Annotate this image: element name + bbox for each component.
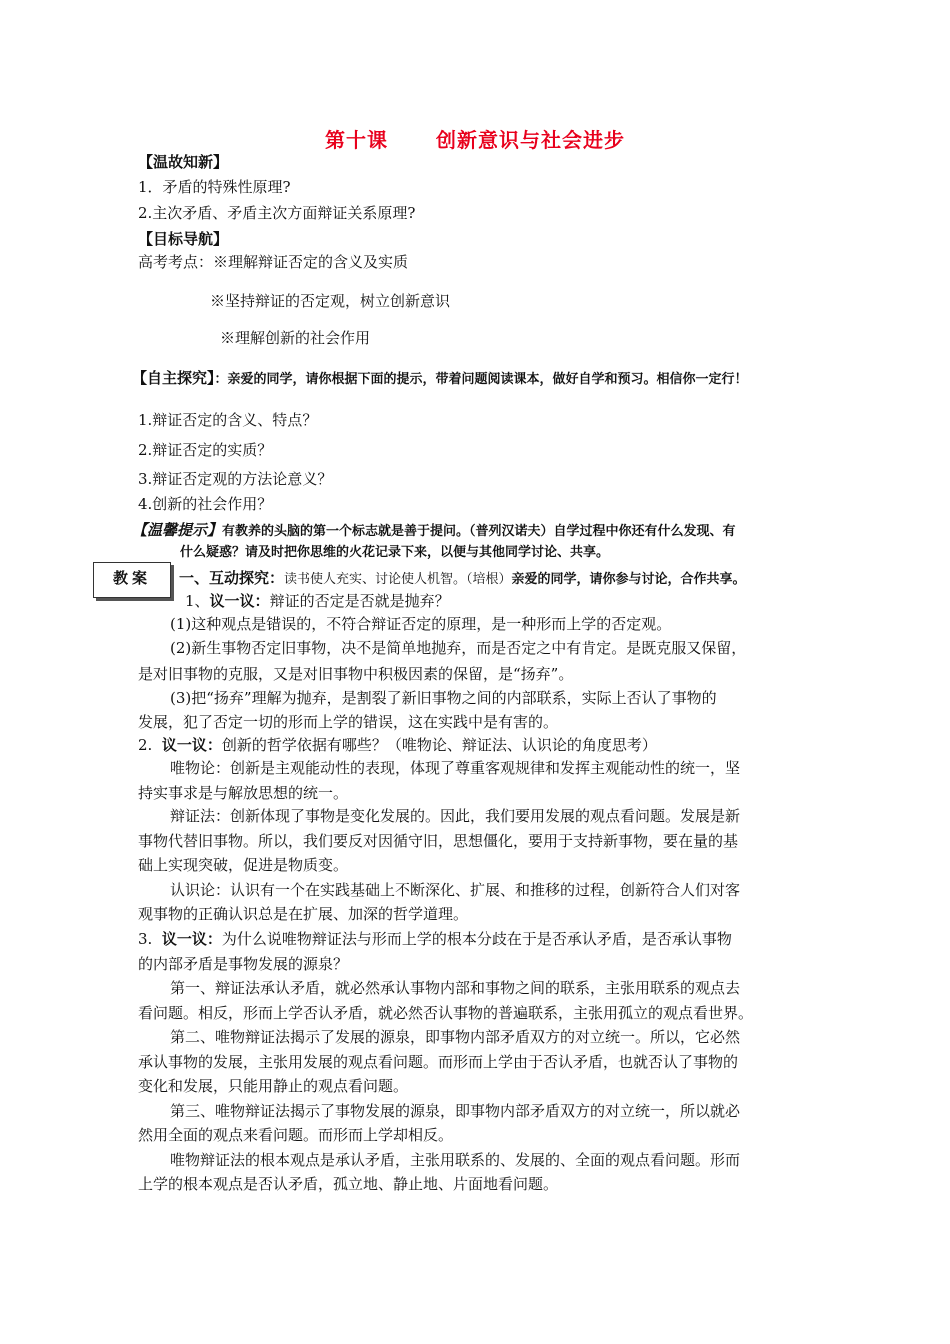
tip-text: 什么疑惑？请及时把你思维的火花记录下来，以便与其他同学讨论、共享。 [180,545,610,560]
self-study-heading: 【自主探究】 [132,369,215,387]
q3-label: 议一议： [161,930,222,948]
q1-line: (3)把“扬弃”理解为抛弃，是割裂了新旧事物之间的内部联系，实际上否认了事物的 [170,689,717,707]
q2-line: 础上实现突破，促进是物质变。 [138,856,349,874]
q1-text: 辩证的否定是否就是抛弃？ [269,592,450,610]
interactive-heading: 一、互动探究： [179,569,285,587]
self-study-line [132,368,748,390]
self-study-item: 4.创新的社会作用？ [138,495,273,513]
q3-prefix: 3. [138,930,153,948]
goal-line: 高考考点：※理解辩证否定的含义及实质 [138,253,409,271]
self-study-intro: ：亲爱的同学，请你根据下面的提示，带着问题阅读课本，做好自学和预习。相信你一定行！ [214,372,748,387]
self-study-item: 2.辩证否定的实质？ [138,441,273,459]
review-item: 2.主次矛盾、矛盾主次方面辩证关系原理? [138,204,416,222]
goal-line: ※坚持辩证的否定观，树立创新意识 [210,292,451,310]
review-item: 1．矛盾的特殊性原理? [138,178,291,196]
q1-line: 发展，犯了否定一切的形而上学的错误，这在实践中是有害的。 [138,713,559,731]
q3-line: 的内部矛盾是事物发展的源泉？ [138,955,349,973]
title-topic: 创新意识与社会进步 [436,128,625,152]
interactive-quote: 读书使人充实、讨论使人机智。（培根） [284,572,512,587]
title-lesson: 第十课 [325,128,388,152]
tip-text: 有教养的头脑的第一个标志就是善于提问。（普列汉诺夫）自学过程中你还有什么发现、有 [222,524,736,539]
q3-line: 承认事物的发展，主张用发展的观点看问题。而形而上学由于否认矛盾，也就否认了事物的 [138,1053,739,1071]
q2-line: 唯物论：创新是主观能动性的表现，体现了尊重客观规律和发挥主观能动性的统一，坚 [170,759,741,777]
q3-line: 第二、唯物辩证法揭示了发展的源泉，即事物内部矛盾双方的对立统一。所以，它必然 [170,1028,741,1046]
q2-line: 事物代替旧事物。所以，我们要反对因循守旧，思想僵化，要用于支持新事物，要在量的基 [138,832,739,850]
q3-line: 第三、唯物辩证法揭示了事物发展的源泉，即事物内部矛盾双方的对立统一，所以就必 [170,1102,741,1120]
goal-line: ※理解创新的社会作用 [220,329,371,347]
q1-prefix: 1、 [185,592,210,610]
question-1 [185,591,450,611]
q3-line: 上学的根本观点是否认矛盾，孤立地、静止地、片面地看问题。 [138,1175,559,1193]
self-study-item: 1.辩证否定的含义、特点？ [138,411,318,429]
q3-line: 唯物辩证法的根本观点是承认矛盾，主张用联系的、发展的、全面的观点看问题。形而 [170,1151,741,1169]
q3-line: 变化和发展，只能用静止的观点看问题。 [138,1077,409,1095]
tip-line [132,520,736,542]
q3-line: 第一、辩证法承认矛盾，就必然承认事物内部和事物之间的联系，主张用联系的观点去 [170,979,741,997]
page-title [0,124,950,153]
goals-heading: 【目标导航】 [138,230,229,248]
q2-label: 议一议： [161,736,222,754]
tip-label: 【温馨提示】 [132,521,223,539]
review-heading: 【温故知新】 [138,153,229,171]
lesson-plan-box: 教案 [93,562,171,598]
interactive-line [179,568,746,590]
q1-label: 议一议： [209,592,270,610]
q3-line: 然用全面的观点来看问题。而形而上学却相反。 [138,1126,454,1144]
q2-line: 辩证法：创新体现了事物是变化发展的。因此，我们要用发展的观点看问题。发展是新 [170,807,741,825]
q2-line: 观事物的正确认识总是在扩展、加深的哲学道理。 [138,905,469,923]
q2-line: 持实事求是与解放思想的统一。 [138,784,349,802]
interactive-invite: 亲爱的同学，请你参与讨论，合作共享。 [511,572,746,587]
q1-line: (2)新生事物否定旧事物，决不是简单地抛弃，而是否定之中有肯定。是既克服又保留， [170,639,747,657]
q3-text: 为什么说唯物辩证法与形而上学的根本分歧在于是否承认矛盾，是否承认事物 [221,930,732,948]
q2-line: 认识论：认识有一个在实践基础上不断深化、扩展、和推移的过程，创新符合人们对客 [170,881,741,899]
q2-prefix: 2. [138,736,153,754]
q1-line: 是对旧事物的克服，又是对旧事物中积极因素的保留，是“扬弃”。 [138,665,574,683]
q2-text: 创新的哲学依据有哪些？（唯物论、辩证法、认识论的角度思考） [221,736,657,754]
question-2 [138,735,657,755]
q1-line: (1)这种观点是错误的，不符合辩证否定的原理，是一种形而上学的否定观。 [170,615,672,633]
question-3 [138,929,732,949]
q3-line: 看问题。相反，形而上学否认矛盾，就必然否认事物的普遍联系，主张用孤立的观点看世界。 [138,1004,754,1022]
self-study-item: 3.辩证否定观的方法论意义？ [138,470,333,488]
